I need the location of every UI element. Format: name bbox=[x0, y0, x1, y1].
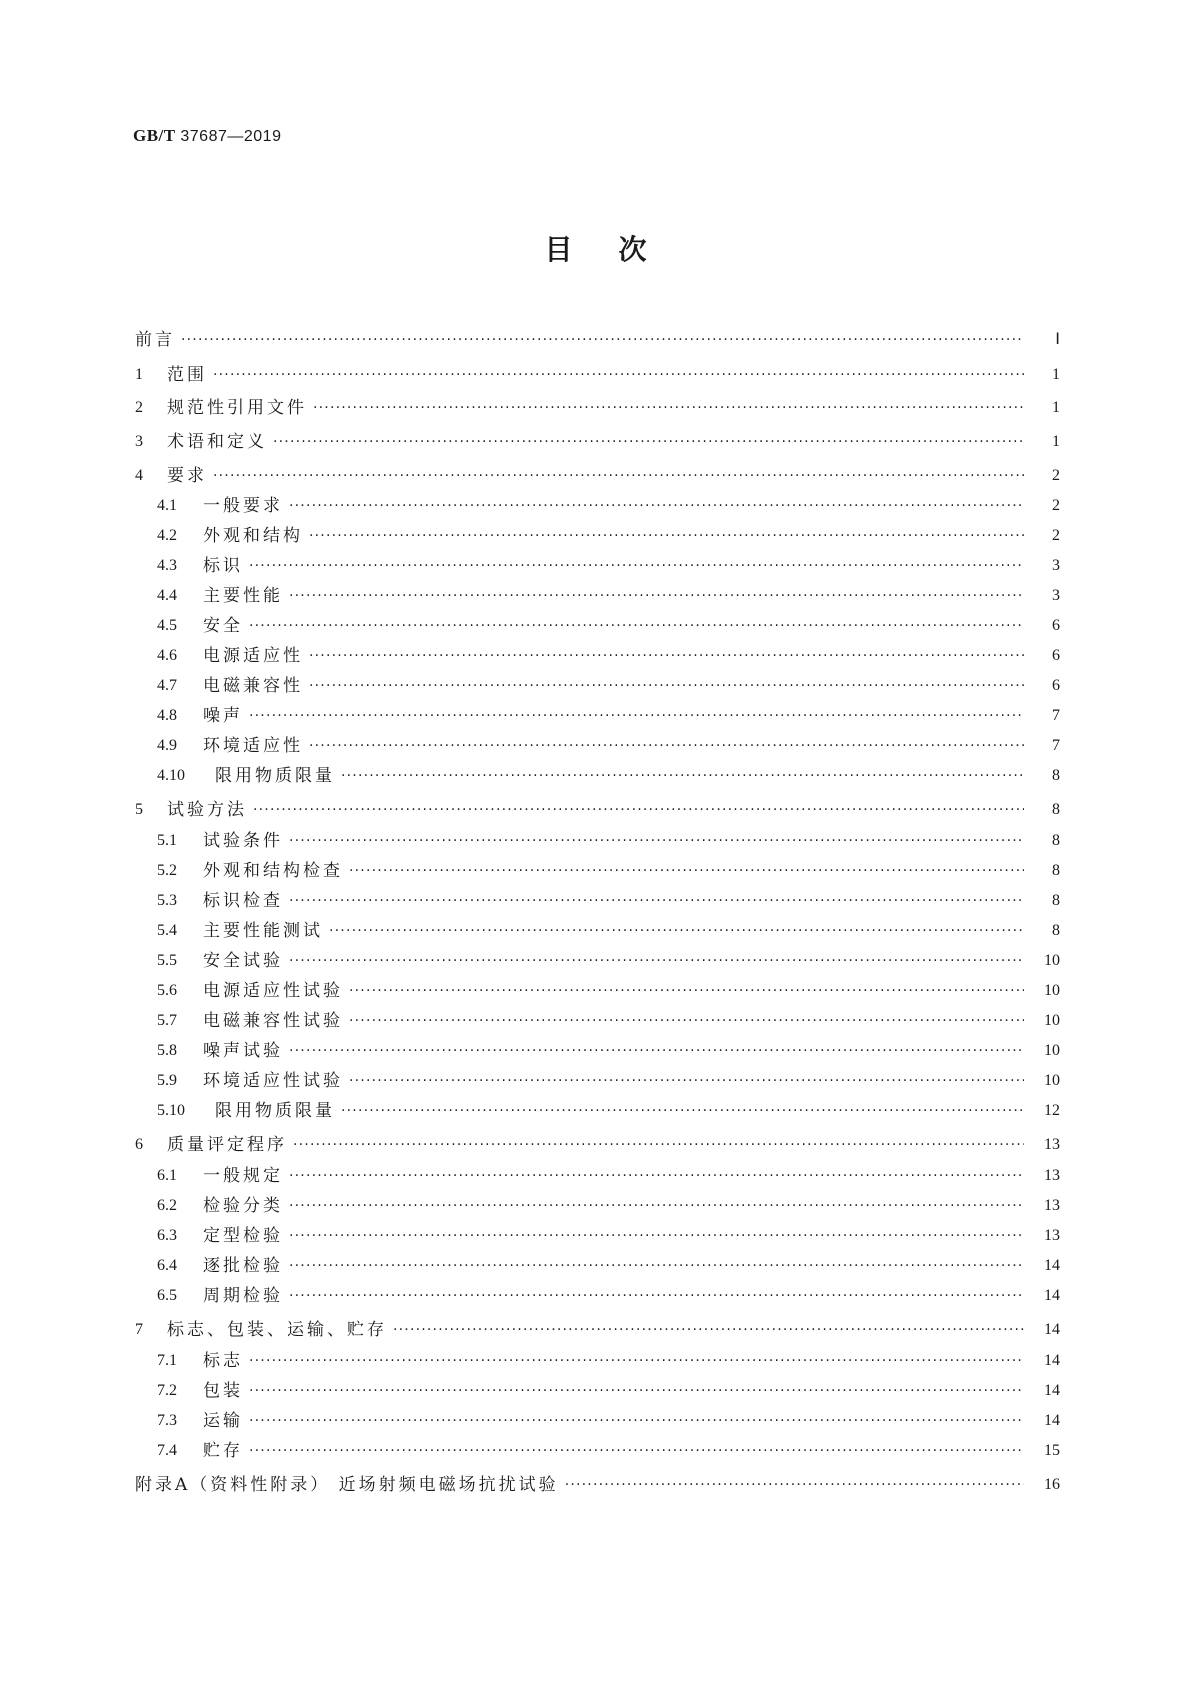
toc-page: 2 bbox=[1052, 527, 1060, 544]
toc-entry-4[interactable] bbox=[135, 461, 1060, 491]
toc-leader bbox=[249, 1406, 1024, 1436]
toc-number: 4.10 bbox=[157, 767, 185, 784]
toc-leader bbox=[249, 611, 1024, 641]
toc-label: 安全 bbox=[203, 616, 243, 636]
toc-number: 5.7 bbox=[157, 1012, 177, 1029]
toc-leader bbox=[313, 393, 1024, 423]
toc-page: 8 bbox=[1052, 892, 1060, 909]
toc-page: 16 bbox=[1044, 1476, 1060, 1493]
toc-entry-5[interactable] bbox=[135, 795, 1060, 825]
toc-number: 5.3 bbox=[157, 892, 177, 909]
toc-label: 噪声 bbox=[203, 706, 243, 726]
toc-entry-5-9[interactable] bbox=[157, 1066, 1060, 1096]
toc-label: 安全试验 bbox=[203, 951, 283, 971]
toc-leader bbox=[341, 1096, 1024, 1126]
toc-leader bbox=[309, 731, 1024, 761]
toc-page: 12 bbox=[1044, 1102, 1060, 1119]
toc-leader bbox=[249, 551, 1024, 581]
toc-label: 周期检验 bbox=[203, 1286, 283, 1306]
toc-number: 7.1 bbox=[157, 1352, 177, 1369]
toc-leader bbox=[289, 1221, 1024, 1251]
toc-leader bbox=[329, 916, 1024, 946]
toc-entry-4-5[interactable] bbox=[157, 611, 1060, 641]
toc-number: 7.2 bbox=[157, 1382, 177, 1399]
toc-number: 1 bbox=[135, 366, 143, 383]
toc-leader bbox=[253, 795, 1024, 825]
toc-label: 限用物质限量 bbox=[215, 766, 335, 786]
toc-page: 7 bbox=[1052, 707, 1060, 724]
toc-page: 8 bbox=[1052, 922, 1060, 939]
toc-number: 5.10 bbox=[157, 1102, 185, 1119]
toc-page: 6 bbox=[1052, 617, 1060, 634]
toc-leader bbox=[249, 1346, 1024, 1376]
toc-page: 13 bbox=[1044, 1227, 1060, 1244]
toc-leader bbox=[289, 826, 1024, 856]
toc-page: 14 bbox=[1044, 1382, 1060, 1399]
toc-page: 14 bbox=[1044, 1287, 1060, 1304]
toc-label: 环境适应性 bbox=[203, 736, 303, 756]
toc-entry-4-6[interactable] bbox=[157, 641, 1060, 671]
toc-page: 10 bbox=[1044, 952, 1060, 969]
toc-number: 4.5 bbox=[157, 617, 177, 634]
toc-entry-foreword[interactable] bbox=[135, 325, 1060, 355]
toc-leader bbox=[349, 976, 1024, 1006]
toc-number: 5.5 bbox=[157, 952, 177, 969]
toc-page: 6 bbox=[1052, 677, 1060, 694]
toc-number: 4.6 bbox=[157, 647, 177, 664]
toc-number: 5.6 bbox=[157, 982, 177, 999]
toc-entry-7-3[interactable] bbox=[157, 1406, 1060, 1436]
toc-entry-5-10[interactable] bbox=[157, 1096, 1060, 1126]
toc-label: 术语和定义 bbox=[167, 432, 267, 452]
toc-number: 2 bbox=[135, 399, 143, 416]
toc-leader bbox=[289, 1251, 1024, 1281]
toc-label: 包装 bbox=[203, 1381, 243, 1401]
toc-leader bbox=[289, 886, 1024, 916]
toc-number: 4.2 bbox=[157, 527, 177, 544]
toc-label: 检验分类 bbox=[203, 1196, 283, 1216]
toc-page: 3 bbox=[1052, 557, 1060, 574]
toc-entry-5-2[interactable] bbox=[157, 856, 1060, 886]
toc-page: 3 bbox=[1052, 587, 1060, 604]
toc-entry-4-1[interactable] bbox=[157, 491, 1060, 521]
toc-leader bbox=[289, 581, 1024, 611]
toc-label: 要求 bbox=[167, 466, 207, 486]
toc-page: 8 bbox=[1052, 862, 1060, 879]
toc-label: 外观和结构检查 bbox=[203, 861, 343, 881]
toc-entry-5-7[interactable] bbox=[157, 1006, 1060, 1036]
toc-page: 8 bbox=[1052, 801, 1060, 818]
toc-entry-6-4[interactable] bbox=[157, 1251, 1060, 1281]
toc-label: 电源适应性 bbox=[203, 646, 303, 666]
toc-label: 逐批检验 bbox=[203, 1256, 283, 1276]
toc-leader bbox=[213, 461, 1024, 491]
toc-leader bbox=[249, 1376, 1024, 1406]
toc-number: 5.1 bbox=[157, 832, 177, 849]
toc-number: 4.3 bbox=[157, 557, 177, 574]
toc-entry-6-5[interactable] bbox=[157, 1281, 1060, 1311]
toc-page: 8 bbox=[1052, 767, 1060, 784]
toc-label: 运输 bbox=[203, 1411, 243, 1431]
toc-entry-4-2[interactable] bbox=[157, 521, 1060, 551]
toc-entry-appendix-a[interactable] bbox=[135, 1470, 1060, 1500]
toc-leader bbox=[309, 521, 1024, 551]
toc-page: 10 bbox=[1044, 982, 1060, 999]
toc-entry-5-3[interactable] bbox=[157, 886, 1060, 916]
toc-label: 规范性引用文件 bbox=[167, 398, 307, 418]
toc-number: 6.2 bbox=[157, 1197, 177, 1214]
toc-label: 主要性能 bbox=[203, 586, 283, 606]
toc-number: 4.1 bbox=[157, 497, 177, 514]
toc-page: 10 bbox=[1044, 1012, 1060, 1029]
toc-entry-6-3[interactable] bbox=[157, 1221, 1060, 1251]
toc-leader bbox=[249, 1436, 1024, 1466]
toc-label: 噪声试验 bbox=[203, 1041, 283, 1061]
toc-label: 标识 bbox=[203, 556, 243, 576]
toc-page: 1 bbox=[1052, 433, 1060, 450]
toc-entry-7-4[interactable] bbox=[157, 1436, 1060, 1466]
toc-entry-7[interactable] bbox=[135, 1315, 1060, 1345]
toc-entry-4-7[interactable] bbox=[157, 671, 1060, 701]
toc-entry-7-1[interactable] bbox=[157, 1346, 1060, 1376]
toc-entry-4-8[interactable] bbox=[157, 701, 1060, 731]
toc-label: 范围 bbox=[167, 365, 207, 385]
toc-page: 13 bbox=[1044, 1197, 1060, 1214]
toc-label: 主要性能测试 bbox=[203, 921, 323, 941]
toc-entry-6-2[interactable] bbox=[157, 1191, 1060, 1221]
toc-number: 3 bbox=[135, 433, 143, 450]
toc-entry-5-4[interactable] bbox=[157, 916, 1060, 946]
toc-number: 6.4 bbox=[157, 1257, 177, 1274]
toc-page: 14 bbox=[1044, 1352, 1060, 1369]
toc-leader bbox=[289, 946, 1024, 976]
toc-label: 质量评定程序 bbox=[167, 1135, 287, 1155]
toc-page: 10 bbox=[1044, 1072, 1060, 1089]
toc-leader bbox=[349, 1066, 1024, 1096]
toc-number: 4.7 bbox=[157, 677, 177, 694]
toc-leader bbox=[349, 856, 1024, 886]
page-title: 目次 bbox=[544, 233, 693, 266]
toc-leader bbox=[289, 491, 1024, 521]
toc-number: 5.2 bbox=[157, 862, 177, 879]
toc-leader bbox=[349, 1006, 1024, 1036]
standard-code: GB/T bbox=[133, 126, 176, 145]
toc-leader bbox=[309, 671, 1024, 701]
toc-label: 试验条件 bbox=[203, 831, 283, 851]
standard-year: 37687—2019 bbox=[180, 128, 282, 145]
toc-number: 5.8 bbox=[157, 1042, 177, 1059]
toc-number: 7.3 bbox=[157, 1412, 177, 1429]
toc-label: 前言 bbox=[135, 330, 175, 350]
toc-entry-4-10[interactable] bbox=[157, 761, 1060, 791]
standard-number bbox=[133, 126, 281, 146]
toc-label: 一般要求 bbox=[203, 496, 283, 516]
toc-leader bbox=[181, 325, 1024, 355]
toc-page: 8 bbox=[1052, 832, 1060, 849]
toc-label: 定型检验 bbox=[203, 1226, 283, 1246]
toc-label: 外观和结构 bbox=[203, 526, 303, 546]
toc-page: 1 bbox=[1052, 399, 1060, 416]
toc-entry-2[interactable] bbox=[135, 393, 1060, 423]
toc-number: 7.4 bbox=[157, 1442, 177, 1459]
toc-page: 15 bbox=[1044, 1442, 1060, 1459]
toc-number: 6 bbox=[135, 1136, 143, 1153]
toc-number: 5.4 bbox=[157, 922, 177, 939]
toc-label: 环境适应性试验 bbox=[203, 1071, 343, 1091]
toc-number: 5 bbox=[135, 801, 143, 818]
toc-leader bbox=[273, 427, 1024, 457]
toc-page: 6 bbox=[1052, 647, 1060, 664]
toc-number: 6.1 bbox=[157, 1167, 177, 1184]
toc-page: 14 bbox=[1044, 1412, 1060, 1429]
toc-entry-7-2[interactable] bbox=[157, 1376, 1060, 1406]
toc-page: 13 bbox=[1044, 1167, 1060, 1184]
toc-page: 7 bbox=[1052, 737, 1060, 754]
toc-number: 4.4 bbox=[157, 587, 177, 604]
toc-number: 4.8 bbox=[157, 707, 177, 724]
toc-label: 电磁兼容性试验 bbox=[203, 1011, 343, 1031]
toc-entry-6-1[interactable] bbox=[157, 1161, 1060, 1191]
toc-label: 标志、包装、运输、贮存 bbox=[167, 1320, 387, 1340]
toc-leader bbox=[289, 1161, 1024, 1191]
toc-label: 标识检查 bbox=[203, 891, 283, 911]
toc-number: 4 bbox=[135, 467, 143, 484]
toc-label: 电磁兼容性 bbox=[203, 676, 303, 696]
toc-entry-6[interactable] bbox=[135, 1130, 1060, 1160]
toc-label: 电源适应性试验 bbox=[203, 981, 343, 1001]
toc-page: 14 bbox=[1044, 1257, 1060, 1274]
toc-entry-4-9[interactable] bbox=[157, 731, 1060, 761]
toc-leader bbox=[309, 641, 1024, 671]
toc-label: 试验方法 bbox=[167, 800, 247, 820]
toc-page: Ⅰ bbox=[1055, 331, 1060, 348]
toc-label: 附录A（资料性附录） 近场射频电磁场抗扰试验 bbox=[135, 1475, 559, 1495]
toc-number: 6.5 bbox=[157, 1287, 177, 1304]
toc-leader bbox=[289, 1281, 1024, 1311]
toc-label: 贮存 bbox=[203, 1441, 243, 1461]
toc-page: 2 bbox=[1052, 467, 1060, 484]
toc-leader bbox=[249, 701, 1024, 731]
toc-label: 一般规定 bbox=[203, 1166, 283, 1186]
toc-number: 6.3 bbox=[157, 1227, 177, 1244]
toc-page: 2 bbox=[1052, 497, 1060, 514]
toc-leader bbox=[213, 360, 1024, 390]
toc-leader bbox=[289, 1191, 1024, 1221]
toc-label: 限用物质限量 bbox=[215, 1101, 335, 1121]
toc-number: 4.9 bbox=[157, 737, 177, 754]
toc-entry-5-1[interactable] bbox=[157, 826, 1060, 856]
toc-leader bbox=[565, 1470, 1024, 1500]
toc-entry-5-8[interactable] bbox=[157, 1036, 1060, 1066]
toc-number: 7 bbox=[135, 1321, 143, 1338]
toc-entry-4-4[interactable] bbox=[157, 581, 1060, 611]
toc-leader bbox=[293, 1130, 1024, 1160]
toc-entry-1[interactable] bbox=[135, 360, 1060, 390]
toc-page: 13 bbox=[1044, 1136, 1060, 1153]
toc-page: 10 bbox=[1044, 1042, 1060, 1059]
toc-leader bbox=[341, 761, 1024, 791]
toc-entry-4-3[interactable] bbox=[157, 551, 1060, 581]
toc-label: 标志 bbox=[203, 1351, 243, 1371]
toc-page: 1 bbox=[1052, 366, 1060, 383]
toc-leader bbox=[289, 1036, 1024, 1066]
toc-entry-5-6[interactable] bbox=[157, 976, 1060, 1006]
toc-page: 14 bbox=[1044, 1321, 1060, 1338]
toc-leader bbox=[393, 1315, 1024, 1345]
toc-number: 5.9 bbox=[157, 1072, 177, 1089]
toc-entry-5-5[interactable] bbox=[157, 946, 1060, 976]
toc-entry-3[interactable] bbox=[135, 427, 1060, 457]
